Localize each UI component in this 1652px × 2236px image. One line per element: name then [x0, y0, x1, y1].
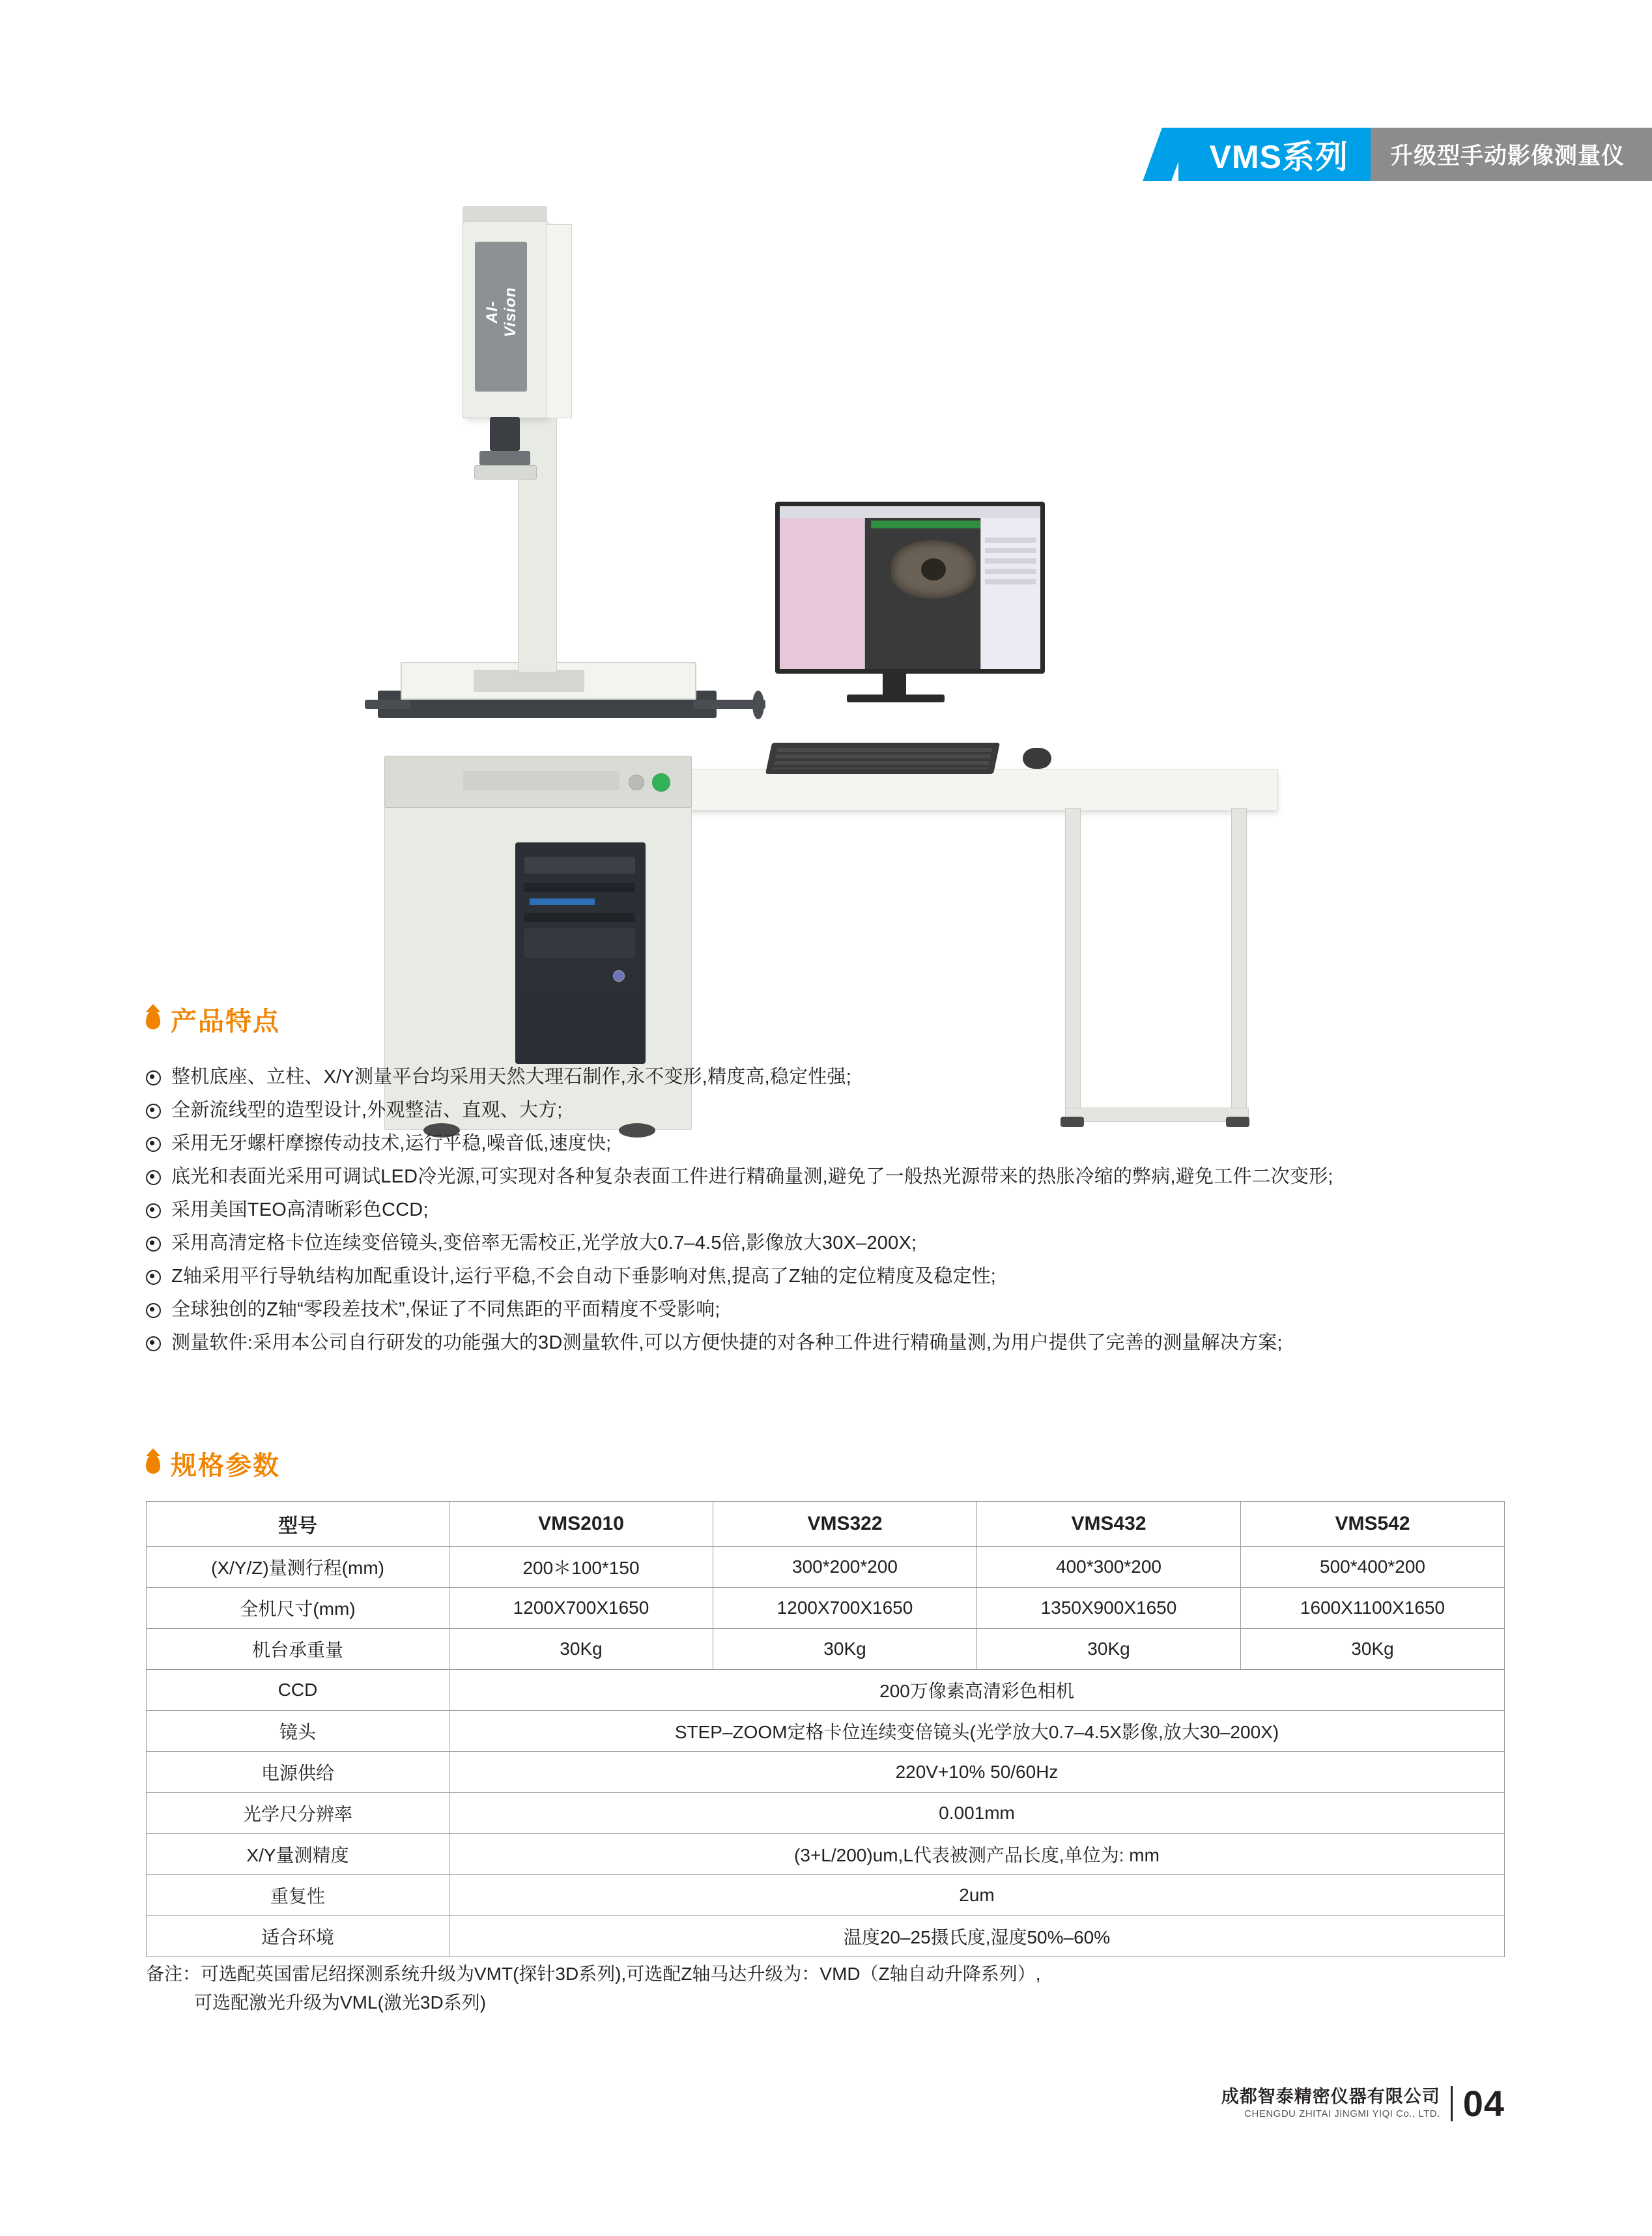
list-item: [146, 1131, 1514, 1156]
table-cell: 30Kg: [449, 1629, 713, 1670]
stage-workpiece-area: [474, 670, 584, 692]
machine-column: [518, 410, 557, 672]
table-row: [147, 1752, 1505, 1793]
workpiece-image: [891, 540, 976, 599]
measurement-row: [985, 538, 1036, 543]
list-item: [146, 1065, 1514, 1089]
table-row: [147, 1670, 1505, 1711]
table-cell: 300*200*200: [713, 1547, 977, 1588]
spec-section-header: [0, 1445, 1652, 1482]
row-label: X/Y量测精度: [147, 1834, 449, 1875]
column-header: VMS542: [1241, 1502, 1505, 1547]
monitor-stand: [883, 669, 906, 696]
table-cell: 30Kg: [1241, 1629, 1505, 1670]
control-knob-1[interactable]: [629, 775, 644, 790]
feature-text: 测量软件:采用本公司自行研发的功能强大的3D测量软件,可以方便快捷的对各种工件进行精确量测,为用户提供了完善的测量解决方案;: [171, 1332, 1283, 1353]
tower-power-button[interactable]: [613, 970, 625, 982]
page-footer: [1221, 2082, 1505, 2125]
spec-table: [146, 1501, 1505, 1957]
power-indicator-green: [652, 773, 670, 792]
droplet-icon: [146, 1454, 160, 1474]
table-cell-merged: 220V+10% 50/60Hz: [449, 1752, 1505, 1793]
list-item: [146, 1231, 1514, 1255]
footer-divider: [1451, 2086, 1453, 2121]
list-item: [146, 1197, 1514, 1222]
measurement-row: [985, 558, 1036, 564]
footer-company-block: [1221, 2086, 1440, 2121]
row-label: CCD: [147, 1670, 449, 1711]
table-row: [147, 1916, 1505, 1957]
note-line-2: 可选配激光升级为VML(激光3D系列): [194, 1992, 487, 2013]
bullet-icon: [146, 1237, 161, 1252]
features-section-title: 产品特点: [171, 1007, 280, 1036]
table-cell: 500*400*200: [1241, 1547, 1505, 1588]
row-label: 电源供给: [147, 1752, 449, 1793]
page-header-banner: [1178, 128, 1652, 181]
optics-head-housing: [463, 222, 548, 418]
keyboard-keys: [773, 748, 993, 769]
table-cell: 30Kg: [713, 1629, 977, 1670]
footer-company-en: CHENGDU ZHITAI JINGMI YIQI Co., LTD.: [1244, 2108, 1440, 2119]
feature-text: 采用无牙螺杆摩擦传动技术,运行平稳,噪音低,速度快;: [171, 1133, 612, 1154]
row-label: 全机尺寸(mm): [147, 1588, 449, 1629]
keyboard[interactable]: [765, 743, 1000, 774]
tower-panel-strip-3: [524, 928, 635, 958]
table-cell: 1200X700X1650: [449, 1588, 713, 1629]
table-cell-merged: (3+L/200)um,L代表被测产品长度,单位为: mm: [449, 1834, 1505, 1875]
spec-note: [146, 1960, 1514, 2017]
row-label: 重复性: [147, 1875, 449, 1916]
software-left-panel: [780, 518, 865, 669]
feature-text: 全球独创的Z轴“零段差技术”,保证了不同焦距的平面精度不受影响;: [171, 1299, 720, 1320]
banner-subtitle: 升级型手动影像测量仪: [1389, 143, 1625, 169]
table-row: [147, 1629, 1505, 1670]
table-row: [147, 1588, 1505, 1629]
feature-text: 全新流线型的造型设计,外观整洁、直观、大方;: [171, 1100, 563, 1121]
feature-text: 采用美国TEO高清晰彩色CCD;: [171, 1199, 429, 1220]
mouse[interactable]: [1023, 748, 1051, 769]
banner-series-title: VMS系列: [1209, 139, 1348, 175]
features-section-header: [0, 1001, 1652, 1038]
bullet-icon: [146, 1137, 161, 1152]
software-toolbar: [780, 506, 1040, 519]
column-header: 型号: [147, 1502, 449, 1547]
table-row: [147, 1711, 1505, 1752]
bullet-icon: [146, 1270, 161, 1285]
spec-section-title: 规格参数: [171, 1452, 280, 1480]
list-item: [146, 1164, 1514, 1189]
row-label: 镜头: [147, 1711, 449, 1752]
column-header: VMS432: [977, 1502, 1241, 1547]
measurement-row: [985, 579, 1036, 584]
bullet-icon: [146, 1303, 161, 1318]
workpiece-hole: [921, 558, 946, 580]
note-line-1: 备注：可选配英国雷尼绍探测系统升级为VMT(探针3D系列),可选配Z轴马达升级为：VMD（Z轴自动升降系列）,: [146, 1964, 1041, 1984]
product-photo: [365, 195, 1290, 997]
tower-panel-strip-2: [524, 913, 635, 922]
feature-text: 底光和表面光采用可调试LED冷光源,可实现对各种复杂表面工件进行精确量测,避免了一般热光源带来的热胀冷缩的弊病,避免工件二次变形;: [171, 1166, 1333, 1187]
table-cell: 400*300*200: [977, 1547, 1241, 1588]
list-item: [146, 1264, 1514, 1289]
banner-title-block: [1178, 128, 1371, 181]
software-camera-view: [865, 518, 980, 669]
machine-base-control-block: [384, 756, 692, 808]
table-cell-merged: 2um: [449, 1875, 1505, 1916]
page-number: 04: [1462, 2083, 1505, 2124]
footer-company-cn: 成都智泰精密仪器有限公司: [1221, 2087, 1440, 2107]
table-cell: 1350X900X1650: [977, 1588, 1241, 1629]
features-list: [146, 1065, 1514, 1364]
feature-text: Z轴采用平行导轨结构加配重设计,运行平稳,不会自动下垂影响对焦,提高了Z轴的定位精度及稳定性;: [171, 1266, 997, 1287]
table-cell: 1600X1100X1650: [1241, 1588, 1505, 1629]
monitor-screen: [780, 506, 1040, 669]
table-row: [147, 1793, 1505, 1834]
list-item: [146, 1297, 1514, 1322]
brand-logo-text: AI-Vision: [483, 287, 519, 337]
banner-subtitle-block: [1371, 128, 1652, 181]
table-cell-merged: 200万像素高清彩色相机: [449, 1670, 1505, 1711]
ring-light: [474, 465, 537, 480]
tower-panel-strip-1: [524, 883, 635, 892]
lens-adapter: [479, 451, 530, 465]
row-label: (X/Y/Z)量测行程(mm): [147, 1547, 449, 1588]
row-label: 机台承重量: [147, 1629, 449, 1670]
table-row: [147, 1834, 1505, 1875]
droplet-icon: [146, 1010, 160, 1029]
table-cell: 30Kg: [977, 1629, 1241, 1670]
tower-indicator-strip: [530, 898, 595, 905]
spec-table-wrapper: [146, 1501, 1504, 1957]
bullet-icon: [146, 1203, 161, 1218]
bullet-icon: [146, 1104, 161, 1119]
software-right-panel: [980, 518, 1040, 669]
optics-head-faceplate: [475, 242, 527, 392]
bullet-icon: [146, 1070, 161, 1085]
optics-head-top-cap: [463, 206, 547, 223]
feature-text: 采用高清定格卡位连续变倍镜头,变倍率无需校正,光学放大0.7–4.5倍,影像放大30X–200X;: [171, 1233, 917, 1254]
monitor: [775, 502, 1045, 674]
row-label: 适合环境: [147, 1916, 449, 1957]
stage-handle-left[interactable]: [365, 700, 410, 709]
bullet-icon: [146, 1336, 161, 1351]
monitor-base: [847, 695, 945, 702]
column-header: VMS2010: [449, 1502, 713, 1547]
list-item: [146, 1098, 1514, 1123]
measurement-row: [985, 548, 1036, 553]
optical-drive-bay: [524, 857, 635, 874]
stage-knob-right[interactable]: [752, 691, 764, 719]
table-cell: 200＊100*150: [449, 1547, 713, 1588]
software-status-bar: [871, 521, 988, 528]
feature-text: 整机底座、立柱、X/Y测量平台均采用天然大理石制作,永不变形,精度高,稳定性强;: [171, 1067, 851, 1087]
optics-head-side-panel: [546, 224, 572, 418]
column-header: VMS322: [713, 1502, 977, 1547]
table-cell-merged: 温度20–25摄氏度,湿度50%–60%: [449, 1916, 1505, 1957]
list-item: [146, 1330, 1514, 1355]
table-header-row: [147, 1502, 1505, 1547]
table-cell-merged: 0.001mm: [449, 1793, 1505, 1834]
bullet-icon: [146, 1170, 161, 1185]
table-cell-merged: STEP–ZOOM定格卡位连续变倍镜头(光学放大0.7–4.5X影像,放大30–200X): [449, 1711, 1505, 1752]
machine-base-label: [463, 771, 620, 790]
table-cell: 1200X700X1650: [713, 1588, 977, 1629]
row-label: 光学尺分辨率: [147, 1793, 449, 1834]
measurement-row: [985, 569, 1036, 574]
table-row: [147, 1875, 1505, 1916]
table-row: [147, 1547, 1505, 1588]
zoom-lens-body: [490, 417, 520, 451]
